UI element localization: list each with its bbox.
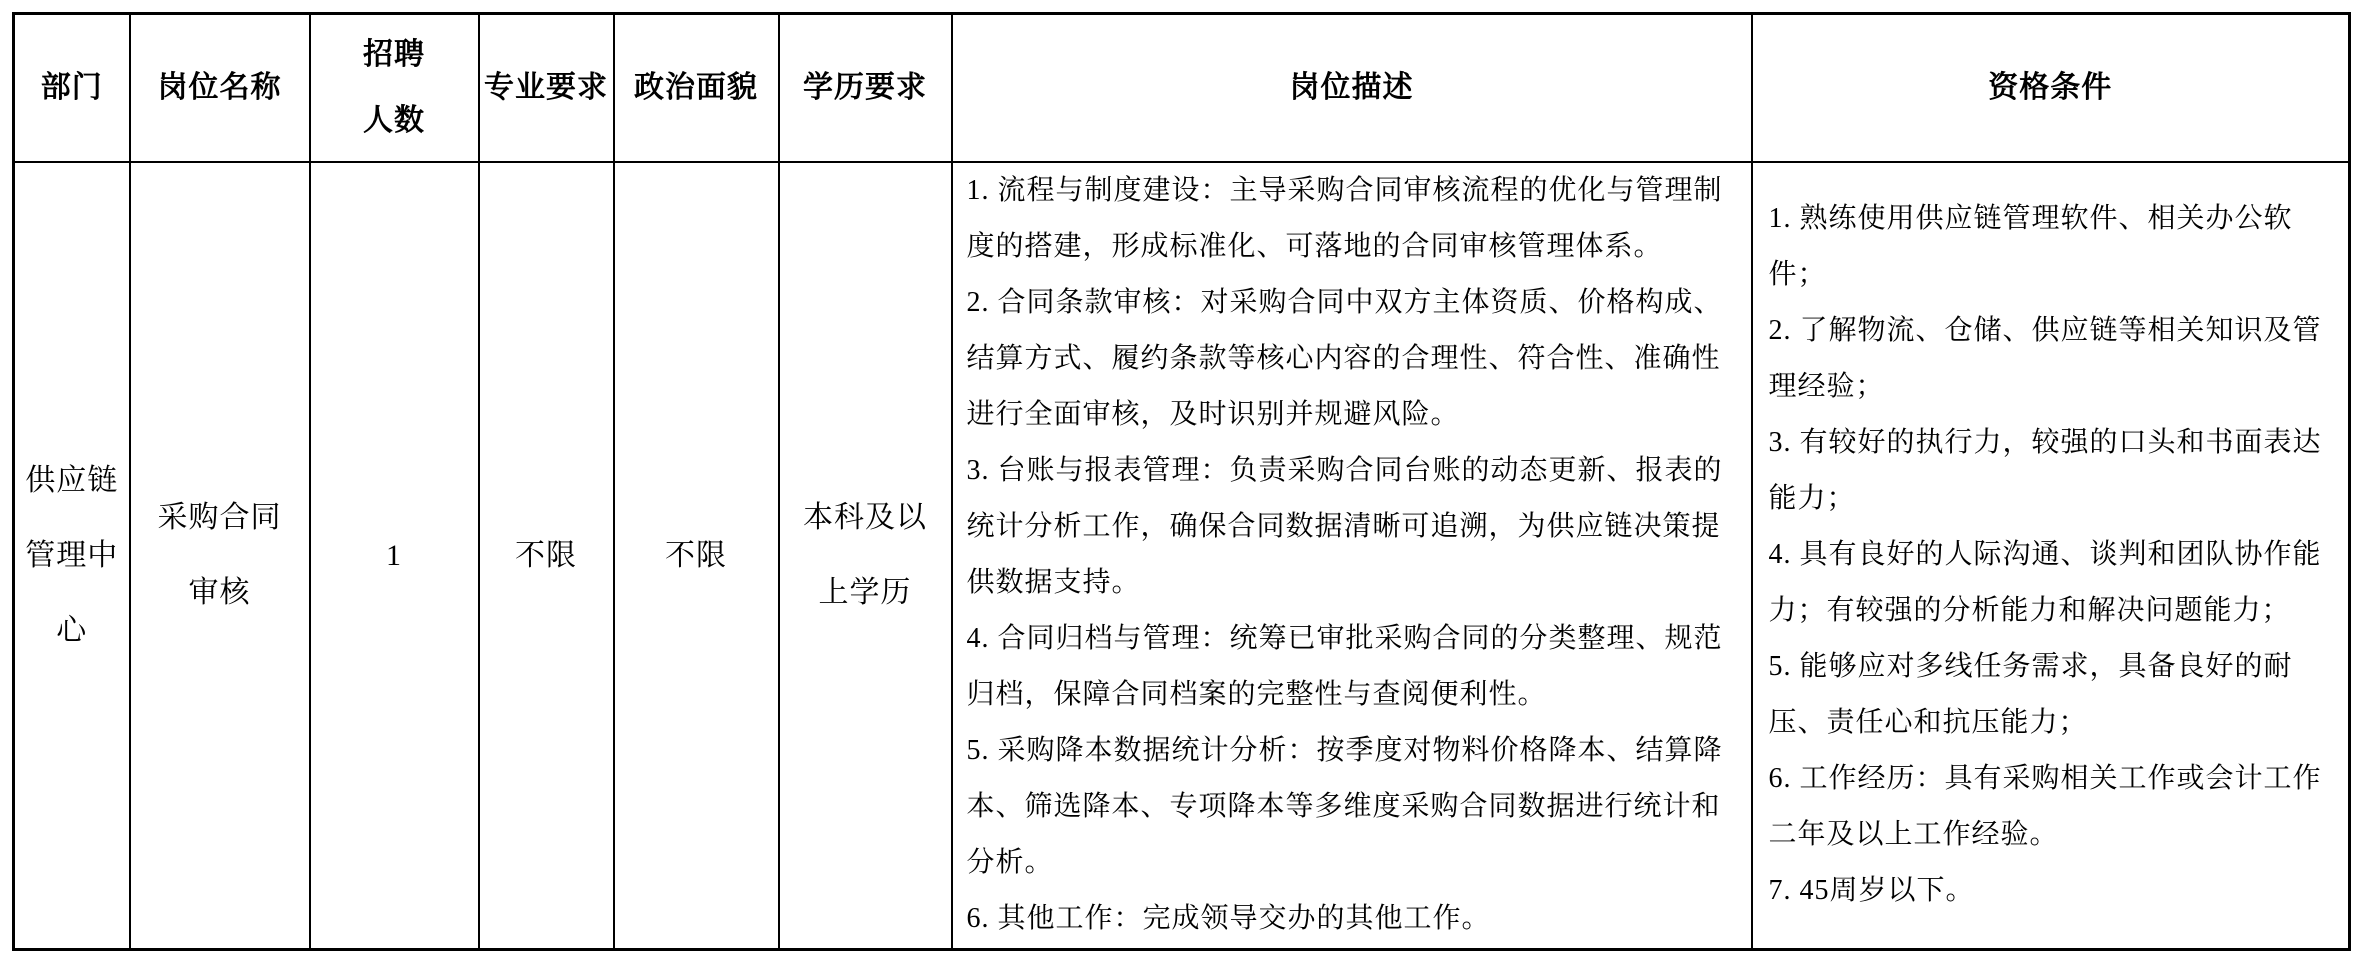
text-line: 4. 合同归档与管理：统筹已审批采购合同的分类整理、规范 [966, 623, 1723, 655]
table-row [14, 162, 2350, 950]
text-line: 岗位描述 [1289, 70, 1414, 104]
text-line: 能力； [1768, 483, 1856, 515]
cell-department [14, 162, 130, 950]
text-line: 1. 熟练使用供应链管理软件、相关办公软 [1768, 203, 2293, 235]
text-line: 5. 采购降本数据统计分析：按季度对物料价格降本、结算降 [966, 735, 1723, 767]
recruitment-table [12, 12, 2351, 951]
text-line: 力；有较强的分析能力和解决问题能力； [1768, 595, 2291, 627]
text-line: 4. 具有良好的人际沟通、谈判和团队协作能 [1768, 539, 2322, 571]
text-line: 人数 [363, 103, 425, 137]
cell-position-name [130, 162, 310, 950]
text-line: 采购合同 [157, 501, 282, 535]
text-line: 理经验； [1768, 371, 1885, 403]
text-line: 学历要求 [803, 70, 927, 104]
text-line: 专业要求 [484, 70, 608, 104]
text-line: 2. 合同条款审核：对采购合同中双方主体资质、价格构成、 [966, 287, 1723, 319]
text-line: 岗位名称 [157, 70, 282, 104]
text-line: 结算方式、履约条款等核心内容的合理性、符合性、准确性 [966, 343, 1721, 375]
text-line: 资格条件 [1988, 70, 2113, 104]
recruitment-table-sheet [12, 12, 2351, 951]
text-line: 件； [1768, 259, 1827, 291]
text-line: 心 [56, 613, 88, 647]
text-line: 管理中 [25, 538, 119, 572]
text-line: 进行全面审核，及时识别并规避风险。 [966, 399, 1460, 431]
cell-description [952, 162, 1752, 950]
text-line: 供数据支持。 [966, 567, 1141, 599]
cell-headcount: 1 [310, 162, 479, 950]
text-line: 2. 了解物流、仓储、供应链等相关知识及管 [1768, 315, 2322, 347]
header-cell-position-name [130, 14, 310, 162]
header-cell-major [479, 14, 614, 162]
text-line: 统计分析工作，确保合同数据清晰可追溯，为供应链决策提 [966, 511, 1721, 543]
text-line: 供应链 [25, 463, 119, 497]
text-line: 压、责任心和抗压能力； [1768, 707, 2088, 739]
text-line: 二年及以上工作经验。 [1768, 819, 2059, 851]
text-line: 政治面貌 [634, 70, 758, 104]
text-line: 7. 45周岁以下。 [1768, 875, 1975, 907]
text-line: 部门 [40, 70, 103, 104]
text-line: 6. 工作经历：具有采购相关工作或会计工作 [1768, 763, 2322, 795]
text-line: 1. 流程与制度建设：主导采购合同审核流程的优化与管理制 [966, 175, 1723, 207]
cell-education [779, 162, 952, 950]
header-cell-description [952, 14, 1752, 162]
text-line: 度的搭建，形成标准化、可落地的合同审核管理体系。 [966, 231, 1663, 263]
text-line: 归档，保障合同档案的完整性与查阅便利性。 [966, 679, 1547, 711]
text-line: 6. 其他工作：完成领导交办的其他工作。 [966, 903, 1491, 935]
cell-qualification [1752, 162, 2350, 950]
text-line: 3. 有较好的执行力，较强的口头和书面表达 [1768, 427, 2322, 459]
text-line: 上学历 [818, 576, 912, 610]
header-cell-headcount [310, 14, 479, 162]
text-line: 本科及以 [803, 501, 927, 535]
text-line: 3. 台账与报表管理：负责采购合同台账的动态更新、报表的 [966, 455, 1723, 487]
text-line: 审核 [188, 576, 251, 610]
text-line: 分析。 [966, 847, 1054, 879]
table-header-row [14, 14, 2350, 162]
cell-major: 不限 [479, 162, 614, 950]
header-cell-education [779, 14, 952, 162]
header-cell-department [14, 14, 130, 162]
header-cell-political [614, 14, 779, 162]
text-line: 5. 能够应对多线任务需求，具备良好的耐 [1768, 651, 2293, 683]
header-cell-qualification [1752, 14, 2350, 162]
text-line: 本、筛选降本、专项降本等多维度采购合同数据进行统计和 [966, 791, 1721, 823]
text-line: 招聘 [363, 37, 425, 71]
cell-political: 不限 [614, 162, 779, 950]
